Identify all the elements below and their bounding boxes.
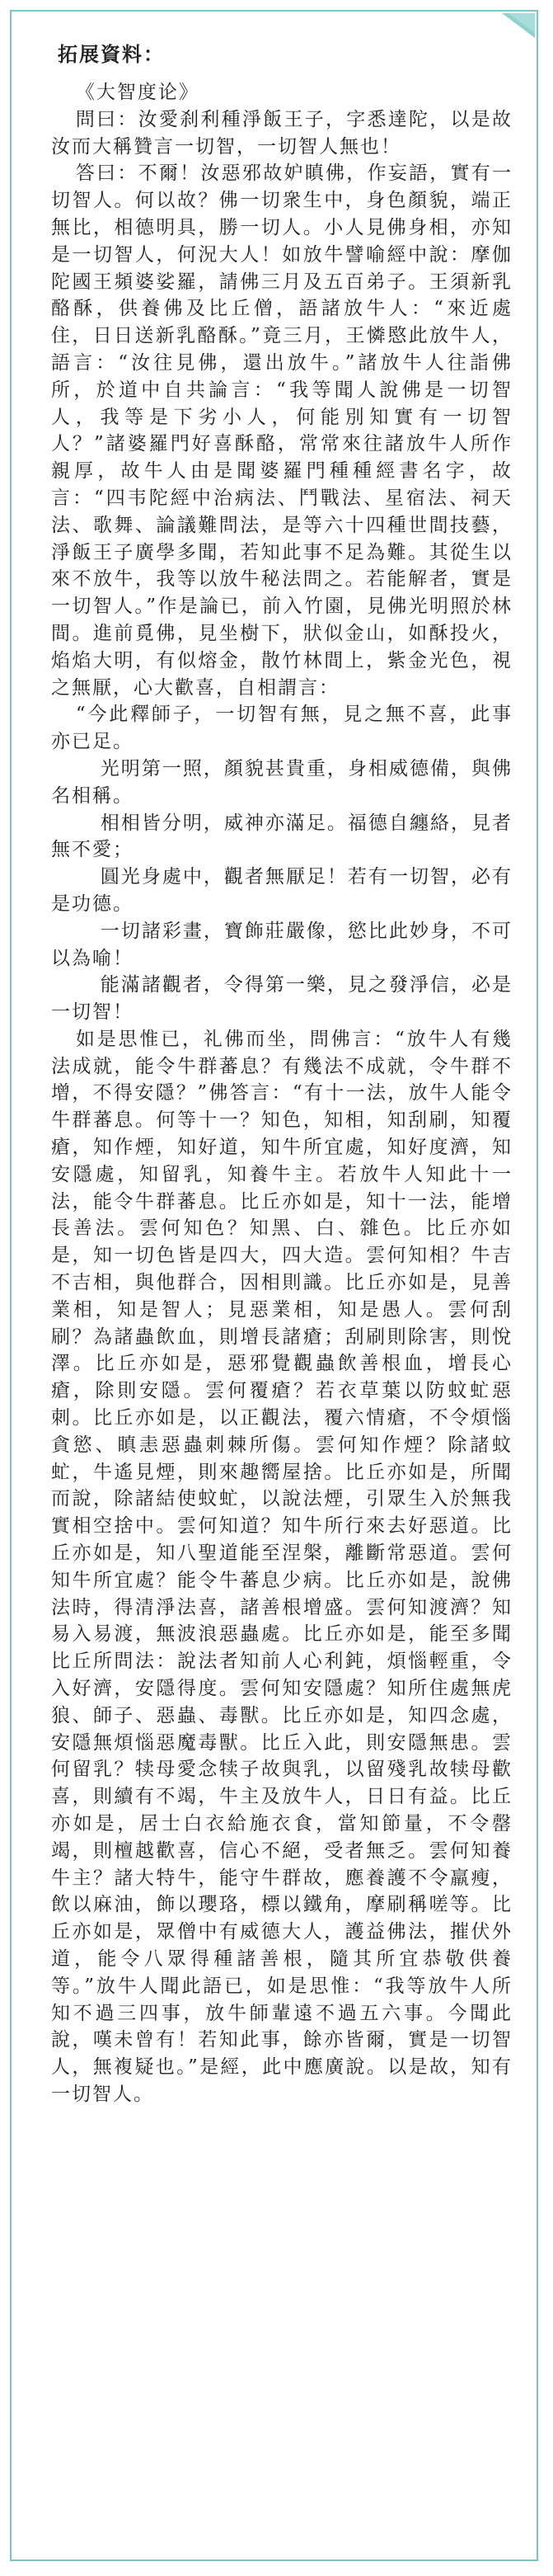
book-title: 《大智度论》 [75,82,199,103]
article-body [51,79,513,2108]
folded-corner-icon [502,13,535,38]
paragraph: 能滿諸觀者，令得第一樂，見之發淨信，必是一切智！ [51,974,513,1024]
paragraph: 一切諸彩畫，寶飾莊嚴像，慾比此妙身，不可以為喻！ [51,920,513,969]
paragraph: 問曰：汝愛刹利種淨飯王子，字悉達陀，以是故汝而大稱贊言一切智，一切智人無也！ [51,108,513,158]
paragraph: 光明第一照，顏貌甚貴重，身相威德備，與佛名相稱。 [51,757,513,807]
paragraph: 答曰：不爾！汝惡邪故妒瞋佛，作妄語，實有一切智人。何以故？佛一切衆生中，身色顏貌，端正無比，相德明具，勝一切人。小人見佛身相，亦知是一切智人，何況大人！如放牛譬喻經中說：摩伽陀國王頻婆娑羅，請佛三月及五百弟子。王須新乳酪酥，供養佛及比丘僧，語諸放牛人：“來近處住，日日送新乳酪酥。”竟三月，王憐愍此放牛人，語言：“汝往見佛，還出放牛。”諸放牛人往詣佛所，於道中自共論言：“我等聞人說佛是一切智人，我等是下劣小人，何能別知實有一切智人？”諸婆羅門好喜酥酪，常常來往諸放牛人所作親厚，故牛人由是聞婆羅門種種經書名字，故言：“四韦陀經中治病法、鬥戰法、星宿法、祠天法、歌舞、論議難問法，是等六十四種世間技藝，淨飯王子廣學多聞，若知此事不足為難。其從生以來不放牛，我等以放牛秘法問之。若能解者，實是一切智人。”作是論已，前入竹園，見佛光明照於林間。進前覓佛，見坐樹下，狀似金山，如酥投火，焰焰大明，有似熔金，散竹林間上，紫金光色，視之無厭，心大歡喜，自相謂言： [51,162,513,699]
paragraph: 相相皆分明，威神亦滿足。福德自纏絡，見者無不愛； [51,812,513,861]
paragraph: 如是思惟已，礼佛而坐，問佛言：“放牛人有幾法成就，能令牛群蕃息？有幾法不成就，令牛群不增，不得安隱？”佛答言：“有十一法，放牛人能令牛群蕃息。何等十一？知色，知相，知刮刷，知覆瘡，知作煙，知好道，知牛所宜處，知好度濟，知安隱處，知留乳，知養牛主。若放牛人知此十一法，能令牛群蕃息。比丘亦如是，知十一法，能增長善法。雲何知色？知黑、白、雜色。比丘亦如是，知一切色皆是四大，四大造。雲何知相？牛吉不吉相，與他群合，因相則識。比丘亦如是，見善業相，知是智人；見惡業相，知是愚人。雲何刮刷？為諸蟲飲血，則增長諸瘡；刮刷則除害，則悅澤。比丘亦如是，惡邪覺觀蟲飲善根血，增長心瘡，除則安隱。雲何覆瘡？若衣草葉以防蚊虻惡刺。比丘亦如是，以正觀法，覆六情瘡，不令煩惱貪慾、瞋恚惡蟲刺棘所傷。雲何知作煙？除諸蚊虻，牛遙見煙，則來趣嚮屋捨。比丘亦如是，所聞而說，除諸結使蚊虻，以說法煙，引眾生入於無我實相空捨中。雲何知道？知牛所行來去好惡道。比丘亦如是，知八聖道能至涅槃，離斷常惡道。雲何知牛所宜處？能令牛蕃息少病。比丘亦如是，說佛法時，得清淨法喜，諸善根增盛。雲何知渡濟？知易入易渡，無波浪惡蟲處。比丘亦如是，能至多聞比丘所問法：說法者知前人心利鈍，煩惱輕重，令入好濟，安隱得度。雲何知安隱處？知所住處無虎狼、師子、惡蟲、毒獸。比丘亦如是，知四念處，安隱無煩惱惡魔毒獸。比丘入此，則安隱無患。雲何留乳？犊母愛念犊子故與乳，以留殘乳故犊母歡喜，則續有不竭，牛主及放牛人，日日有益。比丘亦如是，居士白衣給施衣食，當知節量，不令罄竭，則檀越歡喜，信心不絕，受者無乏。雲何知養牛主？諸大特牛，能守牛群故，應養護不令羸瘦，飲以麻油，飾以瓔珞，標以鐵角，摩刷稱嗟等。比丘亦如是，眾僧中有威德大人，護益佛法，摧伏外道，能令八眾得種諸善根，隨其所宜恭敬供養等。”放牛人聞此語已，如是思惟：“我等放牛人所知不過三四事，放牛師輩遠不過五六事。今聞此說，嘆未曾有！若知此事，餘亦皆爾，實是一切智人，無複疑也。”是經，此中應廣說。以是故，知有一切智人。 [51,1028,513,2105]
paragraph: 圓光身處中，觀者無厭足！若有一切智，必有是功德。 [51,866,513,915]
paragraph: “今此釋師子，一切智有無，見之無不喜，此事亦已足。 [51,704,513,753]
page-heading: 拓展資料： [58,43,165,66]
